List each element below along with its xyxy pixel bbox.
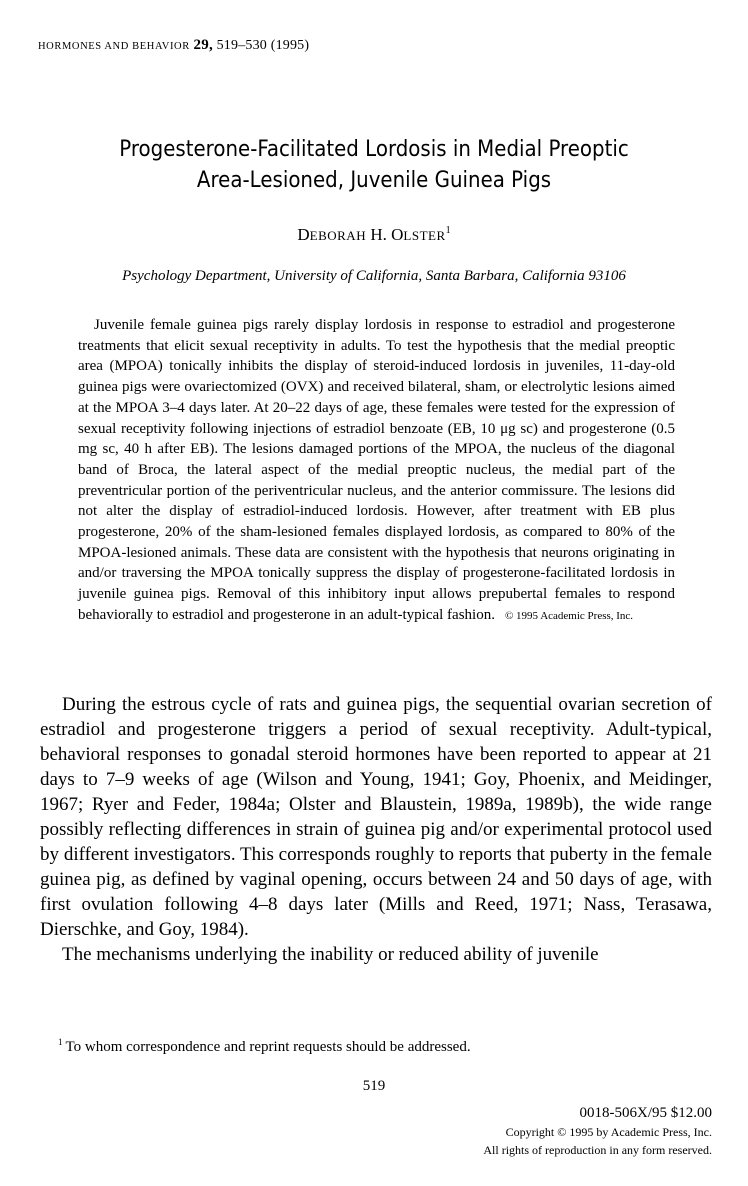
issn-price: 0018-506X/95 $12.00: [579, 1105, 712, 1121]
author-last-rest: LSTER: [403, 228, 446, 243]
author-first-initial: D: [297, 225, 310, 244]
author-middle: H.: [366, 225, 392, 244]
abstract-text: Juvenile female guinea pigs rarely display lordosis in response to estradiol and progesterone treatments that elicit sexual receptivity in adults. To test the hypothesis that the medial preoptic area (MPOA) tonically inhibits the display of steroid-induced lordosis in juveniles, 11-day-old guinea pigs were ovariectomized (OVX) and received bilateral, sham, or electrolytic lesions aimed at the MPOA 3–4 days later. At 20–22 days of age, these females were tested for the expression of sexual receptivity following injections of estradiol benzoate (EB, 10 μg sc) and progesterone (0.5 mg sc, 40 h after EB). The lesions damaged portions of the MPOA, the nucleus of the diagonal band of Broca, the lateral aspect of the medial preoptic nucleus, the medial part of the preventricular portion of the periventricular nucleus, and the anterior commissure. The lesions did not alter the display of estradiol-induced lordosis. However, after treatment with EB plus progesterone, 20% of the sham-lesioned females displayed lordosis, as compared to 80% of the MPOA-lesioned animals. These data are consistent with the hypothesis that neurons originating in and/or traversing the MPOA tonically suppress the display of progesterone-facilitated lordosis in juvenile guinea pigs. Removal of this inhibitory input allows prepubertal females to respond behaviorally to estradiol and progesterone in an adult-typical fashion.: [78, 317, 675, 623]
article-title-line-1: Progesterone-Facilitated Lordosis in Medial Preoptic: [119, 137, 629, 162]
footnote-marker: 1: [58, 1037, 63, 1047]
running-head: [38, 37, 309, 54]
author-first-rest: EBORAH: [309, 228, 367, 243]
abstract: [78, 315, 675, 627]
author-affiliation: Psychology Department, University of California, Santa Barbara, California 93106: [122, 268, 626, 284]
copyright-line: Copyright © 1995 by Academic Press, Inc.: [505, 1125, 712, 1139]
author-footnote-marker: 1: [445, 225, 451, 236]
body-text: [40, 692, 712, 967]
abstract-copyright: © 1995 Academic Press, Inc.: [504, 609, 634, 622]
body-paragraph-1: During the estrous cycle of rats and guinea pigs, the sequential ovarian secretion of estradiol and progesterone triggers a period of sexual receptivity. Adult-typical, behavioral responses to gonadal steroid hormones have been reported to appear at 21 days to 7–9 weeks of age (Wilson and Young, 1941; Goy, Phoenix, and Meidinger, 1967; Ryer and Feder, 1984a; Olster and Blaustein, 1989a, 1989b), the wide range possibly reflecting differences in strain of guinea pig and/or experimental protocol used by different investigators. This corresponds roughly to reports that puberty in the female guinea pig, as defined by vaginal opening, occurs between 24 and 50 days of age, with first ovulation following 4–8 days later (Mills and Reed, 1971; Nass, Terasawa, Dierschke, and Goy, 1984).: [40, 694, 712, 940]
footnote: [58, 1037, 471, 1056]
journal-name: HORMONES AND BEHAVIOR: [38, 41, 190, 52]
article-author: [40, 225, 708, 245]
page-number: 519: [362, 1078, 386, 1094]
footnote-text: To whom correspondence and reprint requests should be addressed.: [65, 1039, 471, 1055]
body-paragraph-2: The mechanisms underlying the inability or reduced ability of juvenile: [62, 944, 599, 965]
journal-pages-year: 519–530 (1995): [216, 38, 310, 53]
rights-line: All rights of reproduction in any form reserved.: [483, 1143, 712, 1157]
article-title: [73, 134, 674, 196]
author-last-initial: O: [391, 225, 404, 244]
publisher-info: [483, 1103, 712, 1159]
journal-volume: 29,: [193, 37, 213, 53]
article-title-line-2: Area-Lesioned, Juvenile Guinea Pigs: [196, 168, 552, 193]
